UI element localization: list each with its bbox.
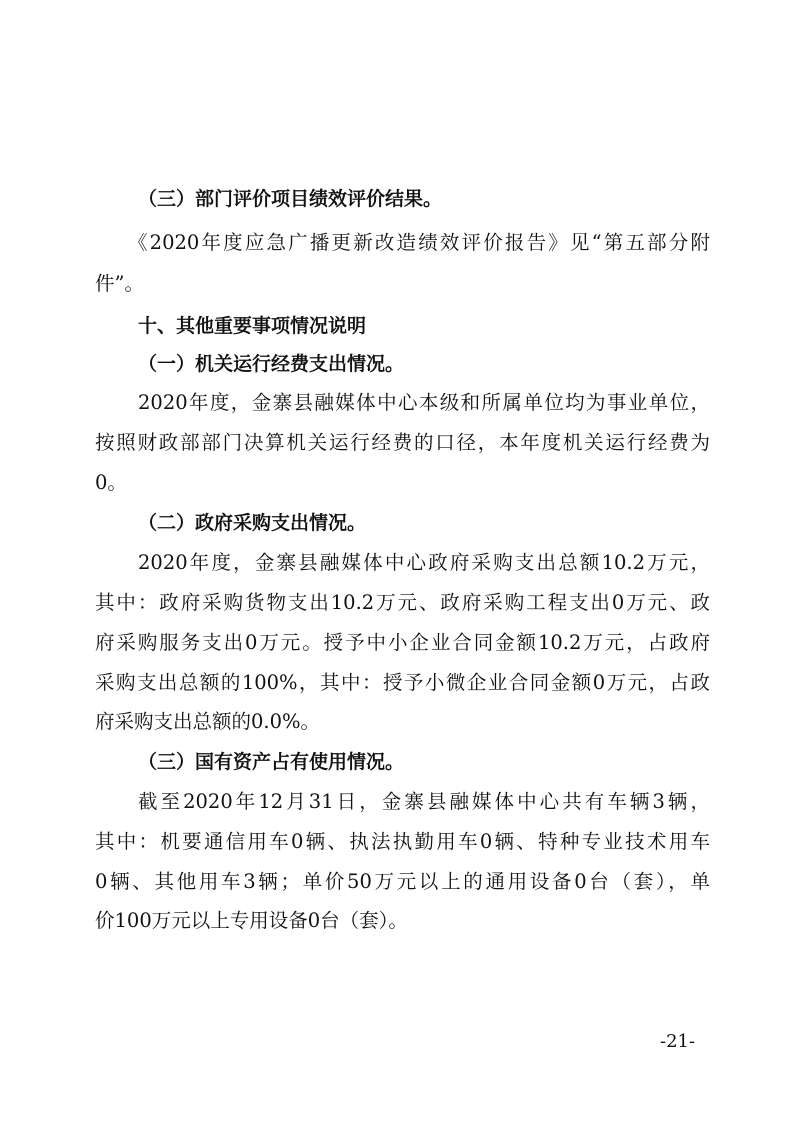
operating-expense-line-2: 按照财政部部门决算机关运行经费的口径，本年度机关运行经费为 [95, 431, 710, 454]
state-assets-line-1: 截至2020年12月31日，金寨县融媒体中心共有车辆3辆， [138, 790, 710, 813]
page-number: -21- [660, 1031, 696, 1052]
procurement-line-2: 其中：政府采购货物支出10.2万元、政府采购工程支出0万元、政 [95, 591, 710, 614]
procurement-line-3: 府采购服务支出0万元。授予中小企业合同金额10.2万元，占政府 [95, 631, 710, 654]
procurement-heading: （二）政府采购支出情况。 [138, 512, 367, 534]
eval-body-line-1: 《2020年度应急广播更新改造绩效评价报告》见“第五部分附 [128, 231, 710, 254]
other-matters-heading: 十、其他重要事项情况说明 [138, 315, 367, 337]
state-assets-heading: （三）国有资产占有使用情况。 [138, 751, 405, 773]
state-assets-line-4: 价100万元以上专用设备0台（套）。 [95, 909, 408, 932]
operating-expense-line-3: 0。 [95, 471, 127, 494]
procurement-line-4: 采购支出总额的100%，其中：授予小微企业合同金额0万元，占政 [95, 671, 710, 694]
eval-body-line-2: 件”。 [95, 272, 144, 295]
eval-heading: （三）部门评价项目绩效评价结果。 [138, 188, 443, 210]
procurement-line-1: 2020年度，金寨县融媒体中心政府采购支出总额10.2万元， [138, 551, 710, 574]
procurement-line-5: 府采购支出总额的0.0%。 [95, 710, 321, 733]
state-assets-line-3: 0辆、其他用车3辆；单价50万元以上的通用设备0台（套），单 [95, 870, 710, 893]
state-assets-line-2: 其中：机要通信用车0辆、执法执勤用车0辆、特种专业技术用车 [95, 830, 710, 853]
operating-expense-heading: （一）机关运行经费支出情况。 [138, 353, 405, 375]
operating-expense-line-1: 2020年度，金寨县融媒体中心本级和所属单位均为事业单位， [138, 391, 710, 414]
